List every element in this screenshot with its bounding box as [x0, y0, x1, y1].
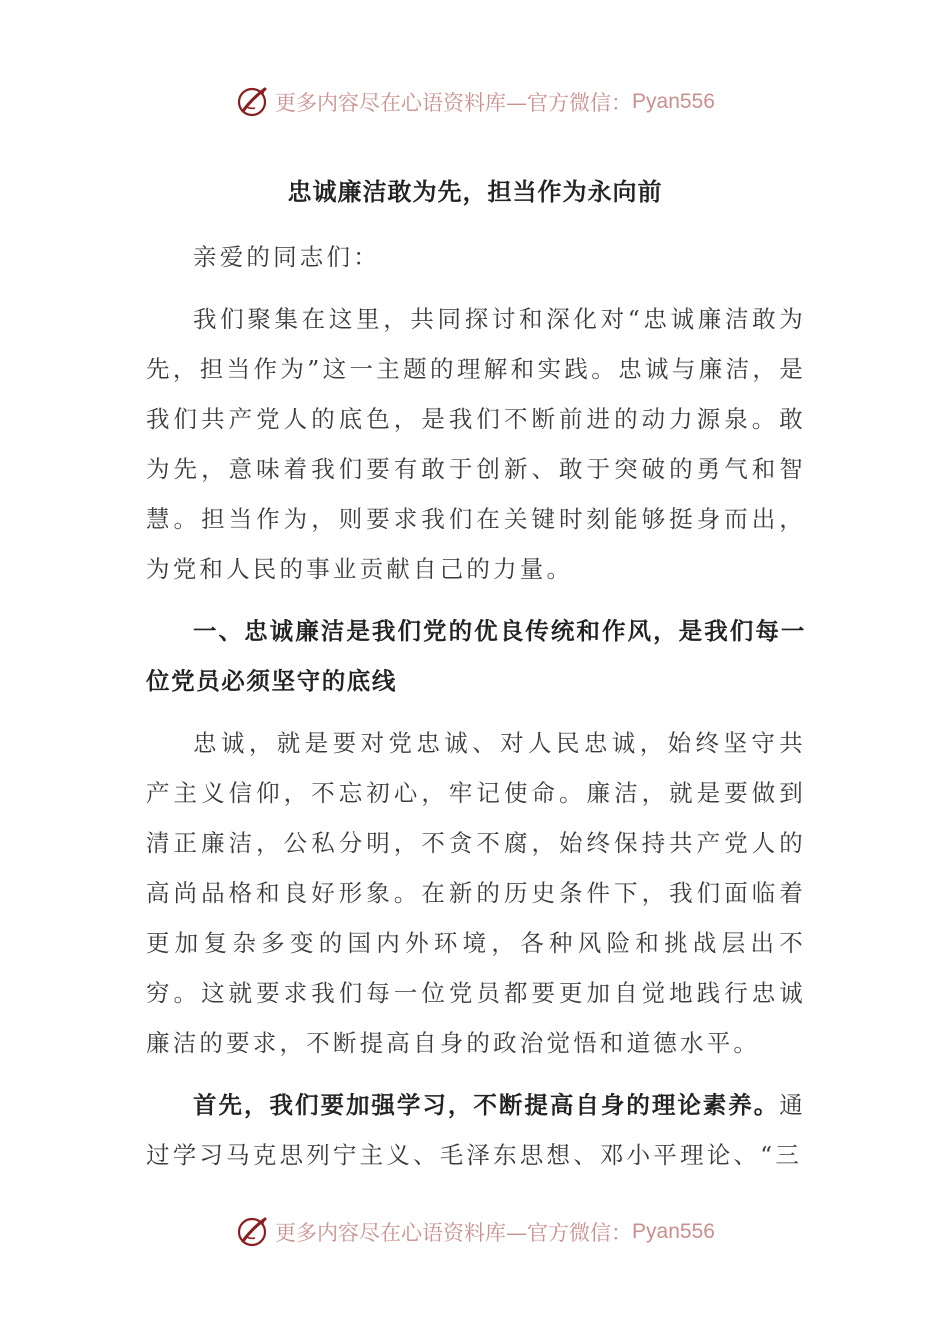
pen-logo-icon: [235, 1214, 271, 1250]
watermark-banner-bottom: [0, 1210, 950, 1254]
watermark-banner-top: [0, 80, 950, 124]
section-1-paragraph: 忠诚，就是要对党忠诚、对人民忠诚，始终坚守共产主义信仰，不忘初心，牢记使命。廉洁，就是要做到清正廉洁，公私分明，不贪不腐，始终保持共产党人的高尚品格和良好形象。在新的历史条件下，我们面临着更加复杂多变的国内外环境，各种风险和挑战层出不穷。这就要求我们每一位党员都要更加自觉地践行忠诚廉洁的要求，不断提高自身的政治觉悟和道德水平。: [146, 729, 806, 1057]
document-body: [146, 232, 806, 1192]
banner-text: 更多内容尽在心语资料库—官方微信：: [275, 1221, 633, 1245]
banner-wechat-id: Pyan556: [632, 1220, 715, 1243]
point-1-body: 通过学习马克思列宁主义、毛泽东思想、邓小平理论、“三: [146, 1091, 806, 1169]
section-heading-1: 一、忠诚廉洁是我们党的优良传统和作风，是我们每一位党员必须坚守的底线: [146, 617, 806, 695]
banner-text: 更多内容尽在心语资料库—官方微信：: [275, 91, 633, 115]
pen-logo-icon: [235, 84, 271, 120]
banner-wechat-id: Pyan556: [632, 90, 715, 113]
document-title: 忠诚廉洁敢为先，担当作为永向前: [287, 178, 663, 206]
salutation: 亲爱的同志们：: [193, 243, 380, 271]
point-1-lead: 首先，我们要加强学习，不断提高自身的理论素养。: [193, 1091, 780, 1119]
intro-paragraph: 我们聚集在这里，共同探讨和深化对“忠诚廉洁敢为先，担当作为”这一主题的理解和实践。忠诚与廉洁，是我们共产党人的底色，是我们不断前进的动力源泉。敢为先，意味着我们要有敢于创新、敢于突破的勇气和智慧。担当作为，则要求我们在关键时刻能够挺身而出，为党和人民的事业贡献自己的力量。: [146, 305, 806, 583]
point-1-paragraph: [146, 1080, 806, 1180]
